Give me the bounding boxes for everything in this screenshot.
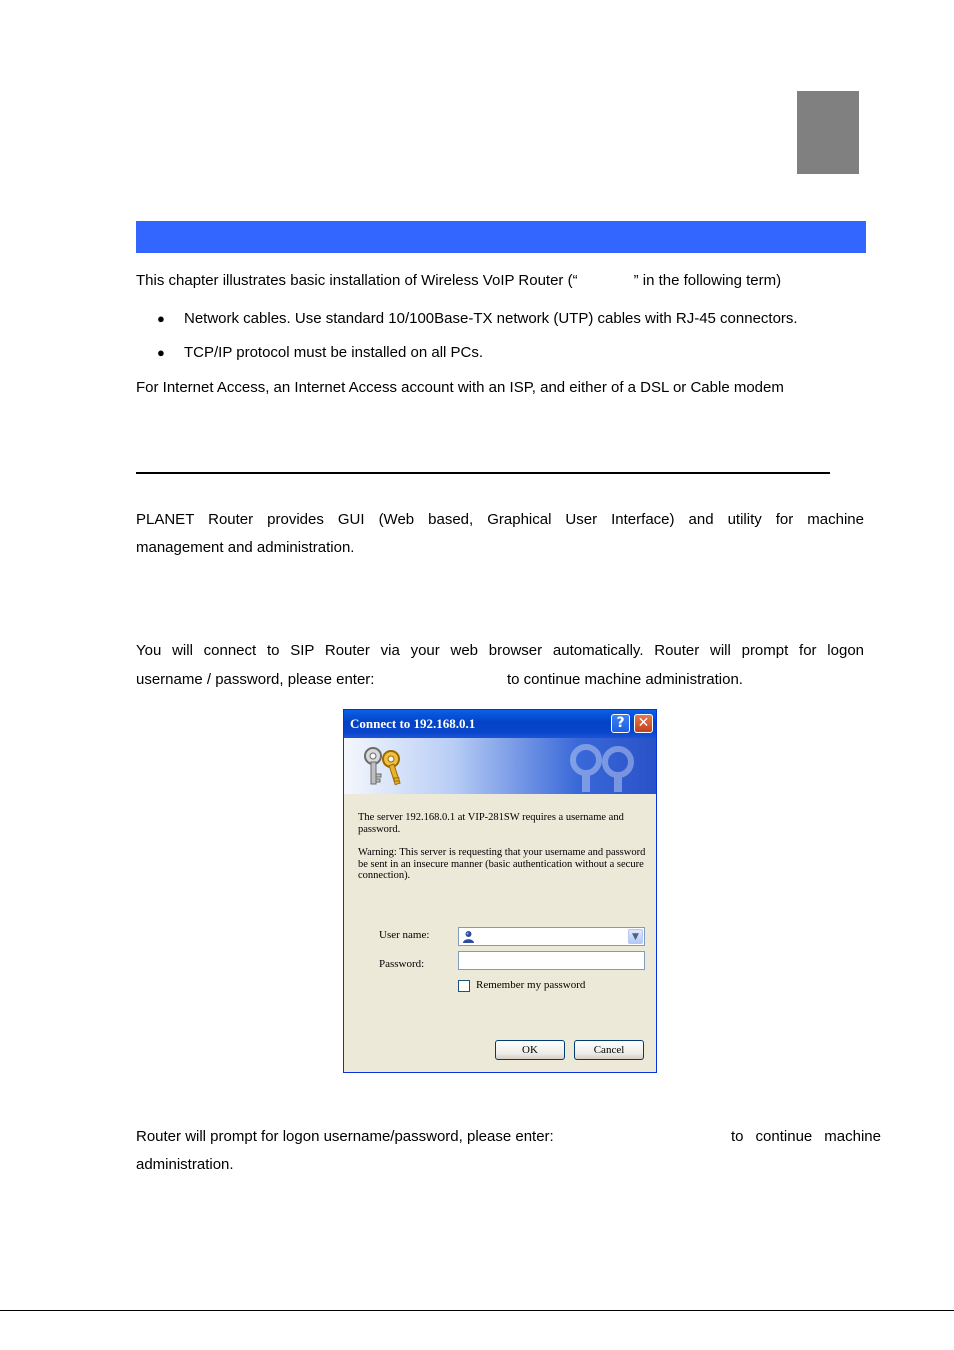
dialog-message: The server 192.168.0.1 at VIP-281SW requires a username and password.	[358, 812, 624, 835]
gui-paragraph-line-1: PLANET Router provides GUI (Web based, Graphical User Interface) and utility for machine	[136, 511, 864, 528]
prompt-paragraph-line-1a: Router will prompt for logon username/password, please enter:	[136, 1128, 554, 1145]
chapter-number-box	[797, 91, 859, 174]
dialog-title: Connect to 192.168.0.1	[350, 716, 476, 731]
remember-password-checkbox[interactable]	[458, 980, 470, 992]
user-icon	[462, 930, 475, 943]
help-button[interactable]: ?	[611, 714, 630, 733]
intro-paragraph: This chapter illustrates basic installation of Wireless VoIP Router (“ ” in the following term)	[136, 272, 782, 289]
gui-paragraph-line-2: management and administration.	[136, 539, 355, 556]
section-divider	[136, 472, 830, 474]
cancel-button[interactable]: Cancel	[574, 1040, 644, 1060]
dialog-titlebar[interactable]	[344, 710, 656, 738]
chevron-down-icon[interactable]: ▼	[628, 929, 643, 944]
dialog-banner	[344, 738, 656, 794]
dialog-warning: Warning: This server is requesting that your username and password be sent in an insecure manner (basic authentication without a secure connection).	[358, 847, 646, 881]
password-field[interactable]	[458, 951, 645, 970]
keys-icon	[358, 744, 408, 790]
remember-password-label[interactable]: Remember my password	[476, 979, 586, 991]
section-title-bar	[136, 221, 866, 253]
bullet-icon: ●	[157, 311, 165, 326]
prompt-paragraph-line-2: administration.	[136, 1156, 234, 1173]
internet-access-paragraph: For Internet Access, an Internet Access account with an ISP, and either of a DSL or Cable modem	[136, 379, 784, 396]
password-label: Password:	[379, 958, 425, 970]
keys-watermark-icon	[556, 742, 646, 792]
prompt-paragraph-line-1b: to continue machine	[731, 1128, 881, 1145]
username-label: User name:	[379, 929, 430, 941]
list-item: ● Network cables. Use standard 10/100Base-TX network (UTP) cables with RJ-45 connectors.	[157, 310, 798, 327]
username-combobox[interactable]	[458, 927, 645, 946]
list-item: ● TCP/IP protocol must be installed on all PCs.	[157, 344, 484, 361]
connect-paragraph-line-1: You will connect to SIP Router via your web browser automatically. Router will prompt for logon	[136, 642, 864, 659]
connect-paragraph-line-2b: to continue machine administration.	[507, 671, 743, 688]
login-dialog	[343, 709, 657, 1073]
connect-paragraph-line-2a: username / password, please enter:	[136, 671, 375, 688]
close-button[interactable]: ✕	[634, 714, 653, 733]
footer-divider	[0, 1310, 954, 1311]
ok-button[interactable]: OK	[495, 1040, 565, 1060]
bullet-icon: ●	[157, 345, 165, 360]
